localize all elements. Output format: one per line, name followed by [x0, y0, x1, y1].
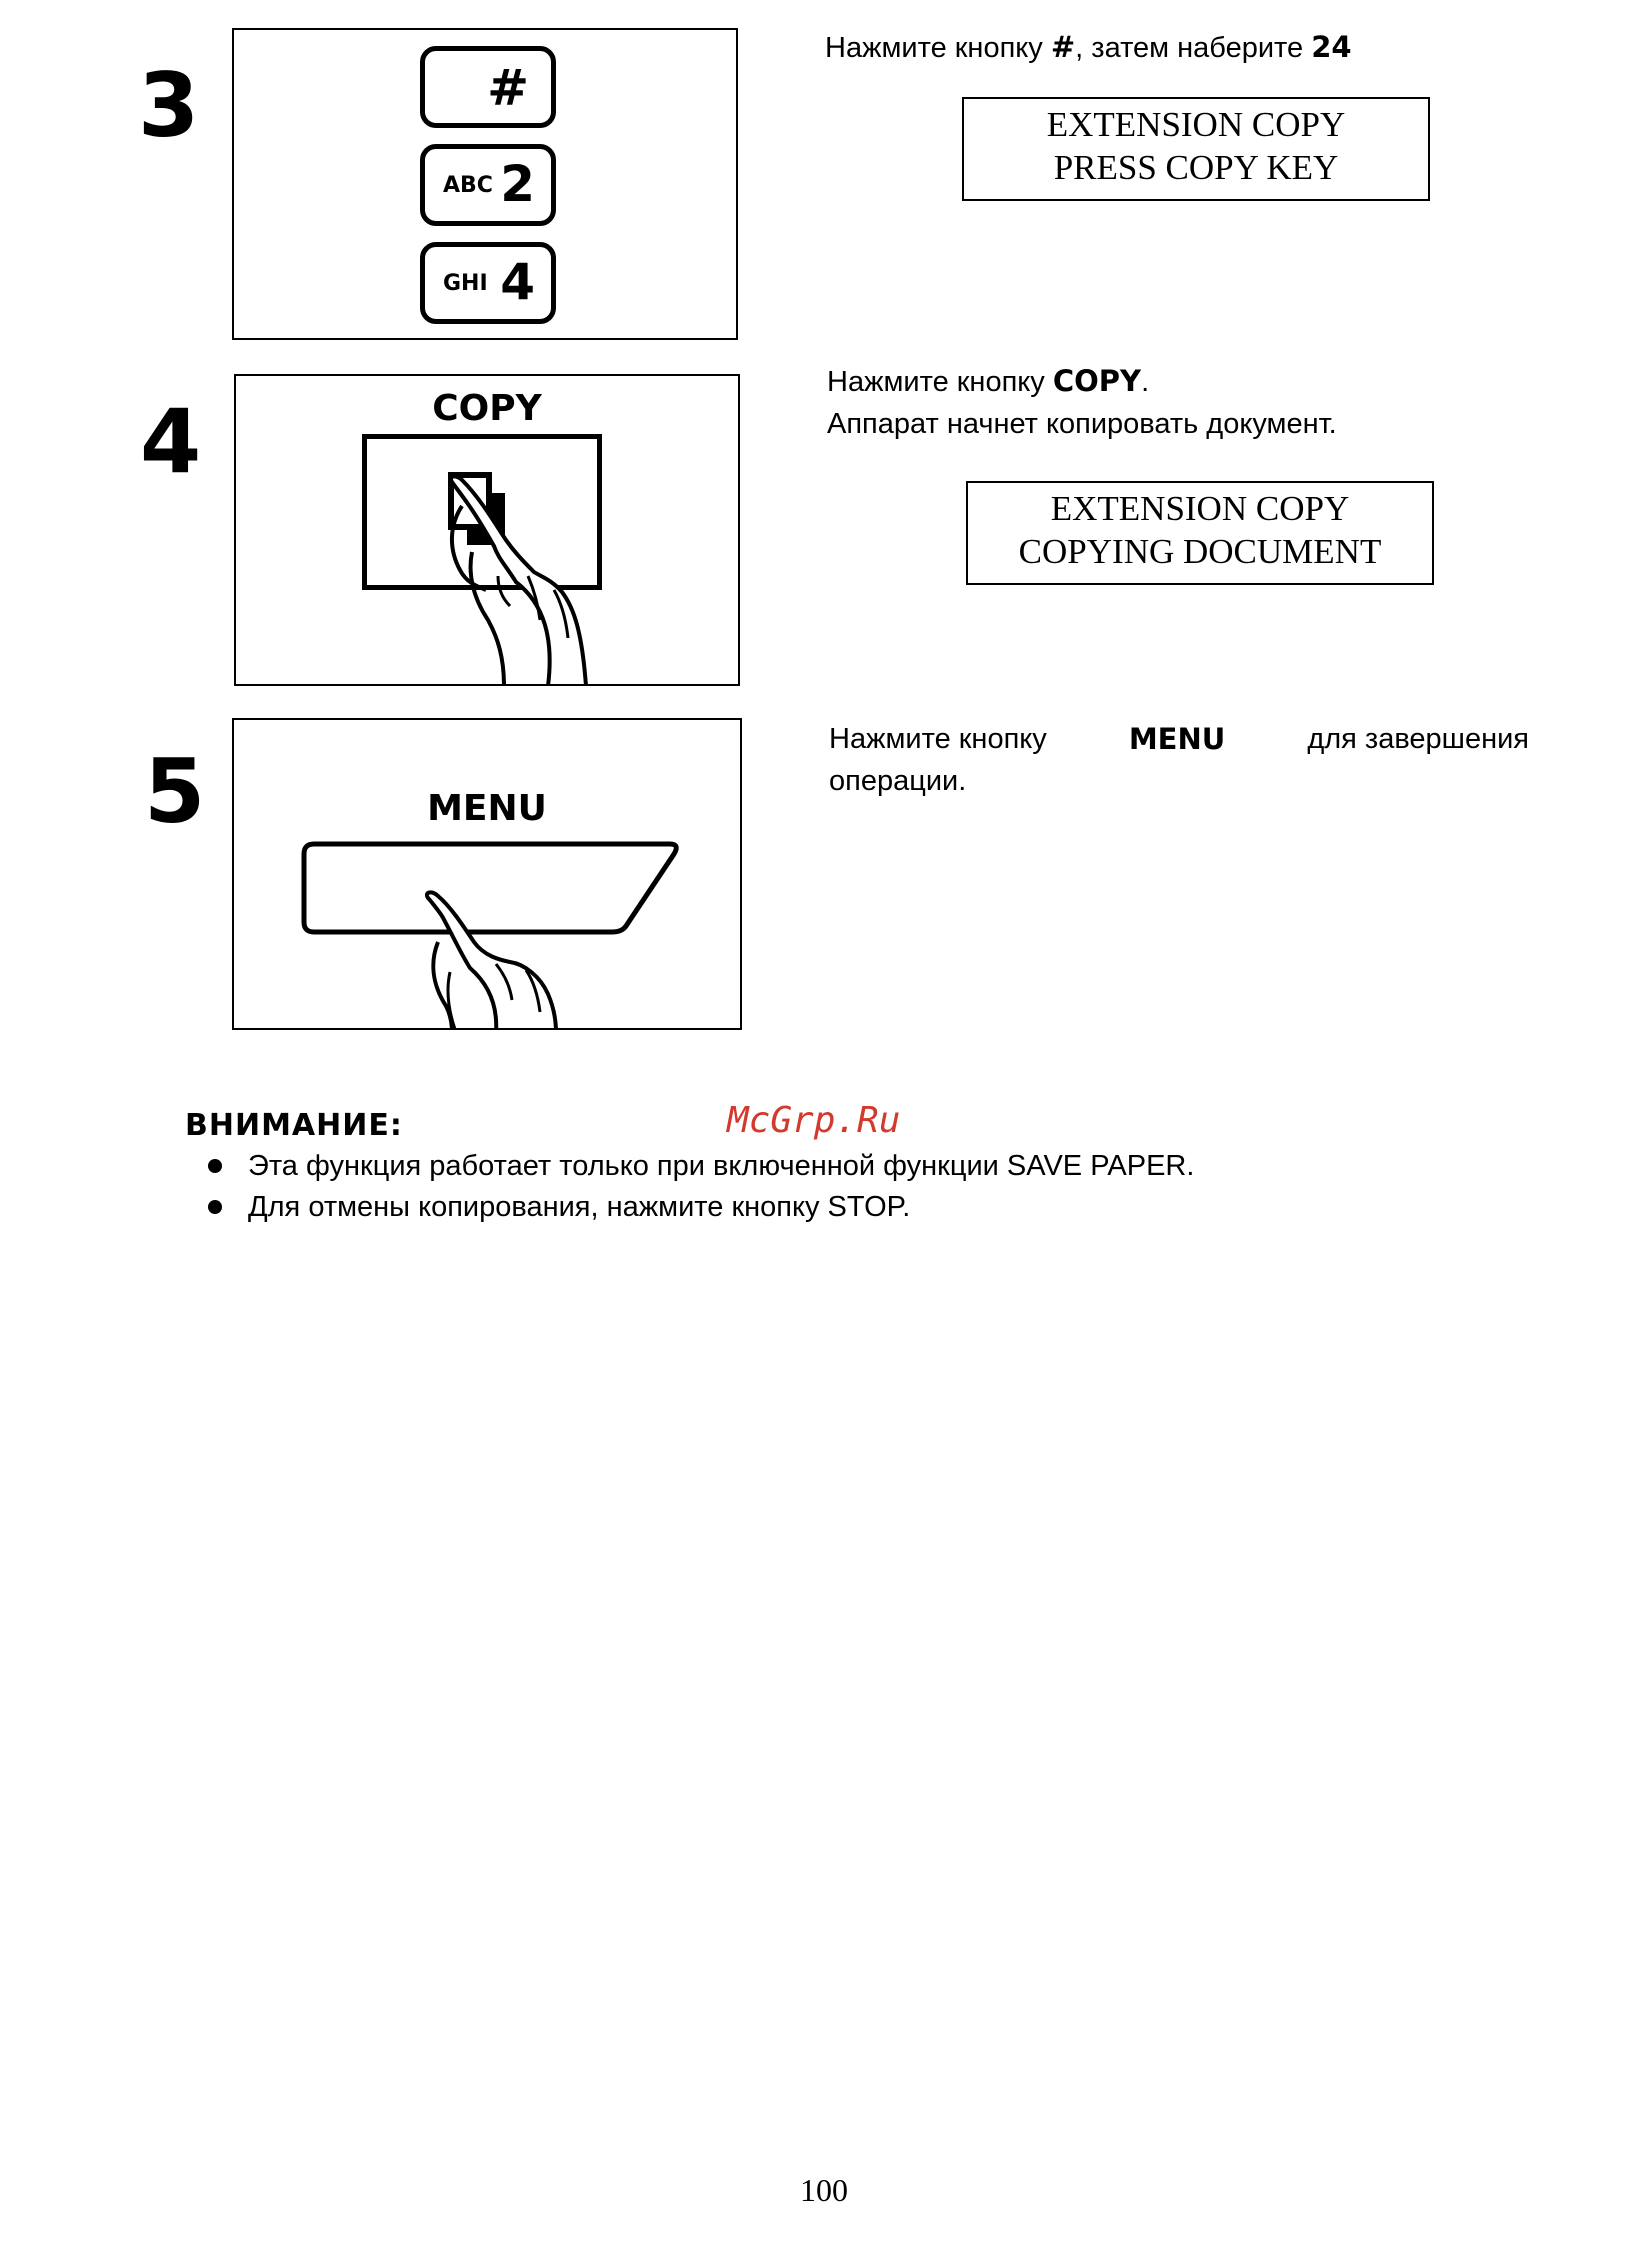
step-number-4: 4 — [140, 390, 200, 493]
pressing-hand-icon — [236, 376, 740, 686]
notice-list — [188, 1146, 1488, 1228]
menu-panel-label: MENU — [427, 788, 547, 829]
step-3-display — [962, 97, 1430, 201]
step-4-display — [966, 481, 1434, 585]
step-number-5: 5 — [144, 740, 204, 843]
step-3-text-mid: , затем наберите — [1075, 32, 1312, 64]
bullet-icon — [208, 1159, 222, 1173]
step-5-key-ref: MENU — [1128, 722, 1226, 756]
notice-item-text: Для отмены копирования, нажмите кнопку STOP. — [248, 1191, 911, 1223]
display-line-2: COPYING DOCUMENT — [1018, 532, 1382, 571]
step-4-text-post: . — [1141, 366, 1150, 398]
step-4-text-line2: Аппарат начнет копировать документ. — [827, 408, 1337, 440]
step-number-3: 3 — [138, 54, 198, 157]
notice-title: ВНИМАНИЕ: — [185, 1108, 403, 1143]
step-4-text-pre: Нажмите кнопку — [827, 366, 1053, 398]
key-2-letters: ABC — [443, 173, 493, 198]
step-3-key-ref: # — [1050, 30, 1076, 64]
list-item — [188, 1187, 1488, 1228]
key-4-digit: 4 — [500, 253, 535, 311]
copy-panel-label: COPY — [432, 388, 542, 429]
menu-panel — [232, 718, 742, 1030]
bullet-icon — [208, 1200, 222, 1214]
step-5-text-line2: операции. — [829, 765, 967, 797]
key-4-letters: GHI — [443, 271, 488, 296]
step-4-instruction — [827, 360, 1587, 445]
watermark: McGrp.Ru — [727, 1100, 901, 1141]
list-item — [188, 1146, 1488, 1187]
key-4-ghi — [420, 242, 556, 324]
hash-key — [420, 46, 556, 128]
display-line-1: EXTENSION COPY — [1046, 105, 1346, 144]
step-4-key-ref: COPY — [1052, 364, 1142, 398]
step-5-instruction — [829, 718, 1529, 802]
key-2-digit: 2 — [500, 155, 535, 213]
step-5-text-pre: Нажмите кнопку — [829, 723, 1047, 755]
notice-item-text: Эта функция работает только при включенной функции SAVE PAPER. — [248, 1150, 1195, 1182]
step-3-text-pre: Нажмите кнопку — [825, 32, 1051, 64]
hash-key-symbol: # — [487, 59, 529, 117]
keypad-panel — [232, 28, 738, 340]
step-3-instruction — [825, 26, 1585, 69]
copy-panel — [234, 374, 740, 686]
page-number: 100 — [800, 2172, 848, 2208]
key-2-abc — [420, 144, 556, 226]
step-3-code: 24 — [1311, 30, 1352, 64]
step-5-text-post: для завершения — [1307, 723, 1529, 755]
display-line-2: PRESS COPY KEY — [1053, 148, 1339, 187]
pressing-hand-icon — [234, 720, 742, 1030]
display-line-1: EXTENSION COPY — [1050, 489, 1350, 528]
